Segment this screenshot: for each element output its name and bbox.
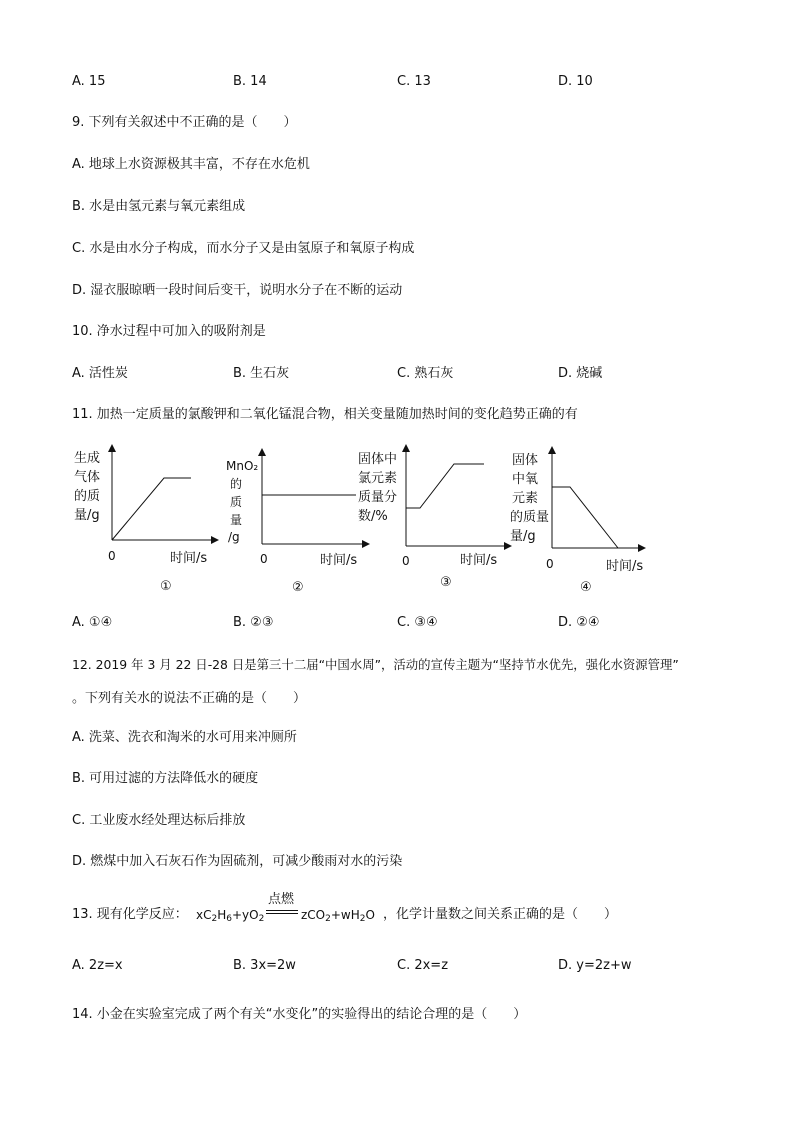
g3-ylabel-3: 质量分 xyxy=(358,490,398,505)
q11-option-b: B. ②③ xyxy=(233,615,274,630)
q12-option-d: D. 燃煤中加入石灰石作为固硫剂，可减少酸雨对水的污染 xyxy=(72,854,403,869)
q9-option-b: B. 水是由氢元素与氧元素组成 xyxy=(72,199,246,214)
q13-equals-sign xyxy=(266,910,298,914)
g4-ylabel-2: 中氧 xyxy=(512,472,539,487)
q9-option-c: C. 水是由水分子构成，而水分子又是由氢原子和氧原子构成 xyxy=(72,241,415,256)
q11-graph-3 xyxy=(356,440,516,600)
q11-option-c: C. ③④ xyxy=(397,615,438,630)
q13-option-a: A. 2z=x xyxy=(72,958,123,973)
g1-ylabel-2: 气体 xyxy=(74,470,101,485)
q13-products: $zCO_2+wH_2O$ xyxy=(301,908,375,924)
g2-origin: 0 xyxy=(260,552,268,566)
q10-option-b: B. 生石灰 xyxy=(233,366,290,381)
q13-prefix: 13. 现有化学反应： xyxy=(72,907,188,922)
g4-ylabel-4: 的质量 xyxy=(510,510,550,525)
q10-option-c: C. 熟石灰 xyxy=(397,366,454,381)
q8-option-d: D. 10 xyxy=(558,74,593,89)
g3-ylabel-2: 氯元素 xyxy=(358,471,398,486)
q10-option-a: A. 活性炭 xyxy=(72,366,128,381)
q13-reactants: $xC_2H_6+yO_2$ xyxy=(196,908,265,924)
q10-stem: 10. 净水过程中可加入的吸附剂是 xyxy=(72,324,266,339)
g4-ylabel-5: 量/g xyxy=(510,529,536,544)
q12-option-c: C. 工业废水经处理达标后排放 xyxy=(72,813,246,828)
q9-stem: 9. 下列有关叙述中不正确的是（ ） xyxy=(72,115,297,130)
g2-ylabel-4: 量 xyxy=(230,513,243,527)
q12-stem-line2: 。下列有关水的说法不正确的是（ ） xyxy=(72,691,307,706)
g2-number: ② xyxy=(292,580,304,595)
q11-graph-2 xyxy=(222,440,372,600)
q14-stem: 14. 小金在实验室完成了两个有关“水变化”的实验得出的结论合理的是（ ） xyxy=(72,1007,527,1022)
g4-ylabel-3: 元素 xyxy=(512,491,539,506)
g3-origin: 0 xyxy=(402,554,410,568)
q13-option-d: D. y=2z+w xyxy=(558,958,632,973)
g1-xlabel: 时间/s xyxy=(170,551,208,566)
g1-number: ① xyxy=(160,579,172,594)
q9-option-a: A. 地球上水资源极其丰富，不存在水危机 xyxy=(72,157,310,172)
q8-option-c: C. 13 xyxy=(397,74,431,89)
g4-origin: 0 xyxy=(546,557,554,571)
g3-number: ③ xyxy=(440,575,452,590)
g1-ylabel-4: 量/g xyxy=(74,508,100,523)
g2-ylabel-1: MnO₂ xyxy=(226,459,259,473)
g1-origin: 0 xyxy=(108,549,116,563)
q12-stem-line1: 12. 2019 年 3 月 22 日-28 日是第三十二届“中国水周”，活动的宣传主题为“坚持节水优先，强化水资源管理” xyxy=(72,657,679,672)
g2-ylabel-5: /g xyxy=(228,530,240,544)
g2-ylabel-2: 的 xyxy=(230,477,243,491)
g3-ylabel-4: 数/% xyxy=(358,509,388,524)
q12-option-a: A. 洗菜、洗衣和淘米的水可用来冲厕所 xyxy=(72,730,297,745)
q9-option-d: D. 湿衣服晾晒一段时间后变干，说明水分子在不断的运动 xyxy=(72,283,403,298)
g2-xlabel: 时间/s xyxy=(320,553,358,568)
g3-ylabel-1: 固体中 xyxy=(358,452,398,467)
q11-stem: 11. 加热一定质量的氯酸钾和二氧化锰混合物，相关变量随加热时间的变化趋势正确的有 xyxy=(72,407,578,422)
g1-ylabel-1: 生成 xyxy=(74,451,101,466)
q11-option-d: D. ②④ xyxy=(558,615,600,630)
g4-ylabel-1: 固体 xyxy=(512,453,539,468)
g2-ylabel-3: 质 xyxy=(230,495,243,509)
g4-number: ④ xyxy=(580,580,592,595)
g1-ylabel-3: 的质 xyxy=(74,489,101,504)
q13-option-b: B. 3x=2w xyxy=(233,958,296,973)
q10-option-d: D. 烧碱 xyxy=(558,366,603,381)
q11-graph-1 xyxy=(70,440,220,600)
q12-option-b: B. 可用过滤的方法降低水的硬度 xyxy=(72,771,259,786)
q13-condition: 点燃 xyxy=(268,892,295,907)
g4-xlabel: 时间/s xyxy=(606,559,644,574)
g3-xlabel: 时间/s xyxy=(460,553,498,568)
q11-graph-4 xyxy=(508,440,658,600)
q8-option-a: A. 15 xyxy=(72,74,106,89)
q13-option-c: C. 2x=z xyxy=(397,958,449,973)
q11-option-a: A. ①④ xyxy=(72,615,113,630)
q13-suffix: ，化学计量数之间关系正确的是（ ） xyxy=(383,907,618,922)
q8-option-b: B. 14 xyxy=(233,74,267,89)
